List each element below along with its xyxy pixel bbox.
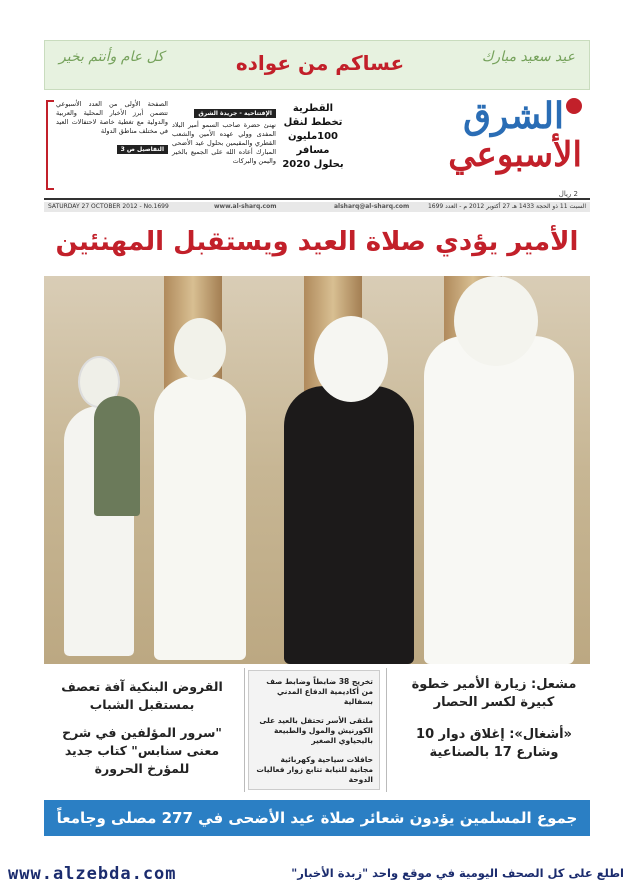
front-column: [56, 100, 168, 192]
greeting-slogan: عساكم من عواده: [235, 51, 405, 75]
crown-prince-figure: [424, 336, 574, 664]
story-box-middle: [248, 670, 380, 790]
column-divider: [386, 668, 387, 792]
story-bank-loans[interactable]: القروض البنكية آفة تعصف بمستقبل الشباب: [61, 679, 223, 712]
logo-sun-icon: [566, 98, 582, 114]
footer-note: اطلع على كل الصحف اليومية في موقع واحد "زبدة الأخبار": [291, 866, 624, 880]
emir-head: [174, 318, 226, 380]
calligraphy-right: عيد سعيد مبارك: [481, 49, 575, 65]
editorial-heading: الإفتتاحية - جريدة الشرق: [194, 109, 276, 118]
story-boxes: [44, 662, 590, 796]
masthead: [44, 96, 590, 200]
front-column-footer[interactable]: التفاصيل ص 3: [117, 145, 168, 154]
main-headline[interactable]: الأمير يؤدي صلاة العيد ويستقبل المهنئين: [55, 227, 579, 257]
footer-site-link[interactable]: www.alzebda.com: [8, 864, 177, 884]
story-box-left: [44, 662, 240, 796]
site-footer: [0, 860, 632, 894]
email-link[interactable]: alsharq@al-sharq.com: [334, 203, 410, 210]
crown-prince-head: [454, 276, 538, 366]
issue-date-arabic: السبت 11 ذو الحجة 1433 هـ 27 أكتوبر 2012 م - العدد 1699: [427, 203, 586, 210]
left-bracket-decoration: [46, 100, 54, 190]
cloaked-head: [314, 316, 388, 402]
newspaper-logo[interactable]: [412, 96, 582, 200]
teaser-story[interactable]: القطرية تخطط لنقل 100مليون مسافر بحلول 2020: [282, 103, 344, 170]
column-divider: [244, 668, 245, 792]
main-photo[interactable]: [44, 276, 590, 664]
story-family-eid[interactable]: ملتقى الأسر تحتفل بالعيد على الكورنيش والمول والطبيعة باليحياوي الصغير: [259, 716, 373, 745]
cloaked-figure: [284, 386, 414, 664]
editorial-column: [172, 100, 276, 192]
info-bar: [44, 202, 590, 212]
issue-price: 2 ريال: [558, 190, 578, 198]
calligraphy-left: كل عام وأنتم بخير: [59, 49, 164, 65]
story-mishal-visit[interactable]: مشعل: زيارة الأمير خطوة كبيرة لكسر الحصار: [411, 677, 577, 710]
issue-date-english: SATURDAY 27 OCTOBER 2012 - No.1699: [48, 203, 169, 210]
story-ashghal-closure[interactable]: «أشغال»: إغلاق دوار 10 وشارع 17 بالصناعية: [416, 727, 572, 760]
logo-line-1: الشرق: [463, 95, 564, 137]
editorial-text: نهنئ حضرة صاحب السمو أمير البلاد المفدى وولي عهده الأمين والشعب القطري والمقيمين بحلول عيد الأضحى المبارك أعاده الله على الجميع بالخير واليمن والبركات: [172, 121, 276, 165]
guard-figure: [94, 396, 140, 516]
greeting-banner: [44, 40, 590, 90]
story-box-right: [396, 662, 590, 796]
newspaper-page: [44, 40, 590, 860]
story-civil-defense[interactable]: تخريج 38 ضابطاً وضابط صف من أكاديمية الدفاع المدني بسفالية: [266, 677, 373, 706]
logo-line-2: الأسبوعي: [448, 135, 582, 175]
website-link[interactable]: www.al-sharq.com: [214, 203, 277, 210]
front-column-text: الصفحة الأولى من العدد الأسبوعي تتضمن أبرز الأخبار المحلية والعربية والدولية مع تغطية خاصة لاحتفالات العيد في مختلف مناطق الدولة: [56, 100, 168, 135]
story-buses[interactable]: حافلات سياحية وكهربائية مجانية للنيابة تتابع زوار فعاليات الدوحة: [256, 755, 373, 784]
eid-prayer-band[interactable]: جموع المسلمين يؤدون شعائر صلاة عيد الأضحى في 277 مصلى وجامعاً: [44, 800, 590, 836]
emir-figure: [154, 376, 246, 660]
story-new-book[interactable]: "سرور المؤلفين في شرح معنى سنابس" كتاب جديد للمؤرخ الحرورة: [62, 725, 222, 776]
